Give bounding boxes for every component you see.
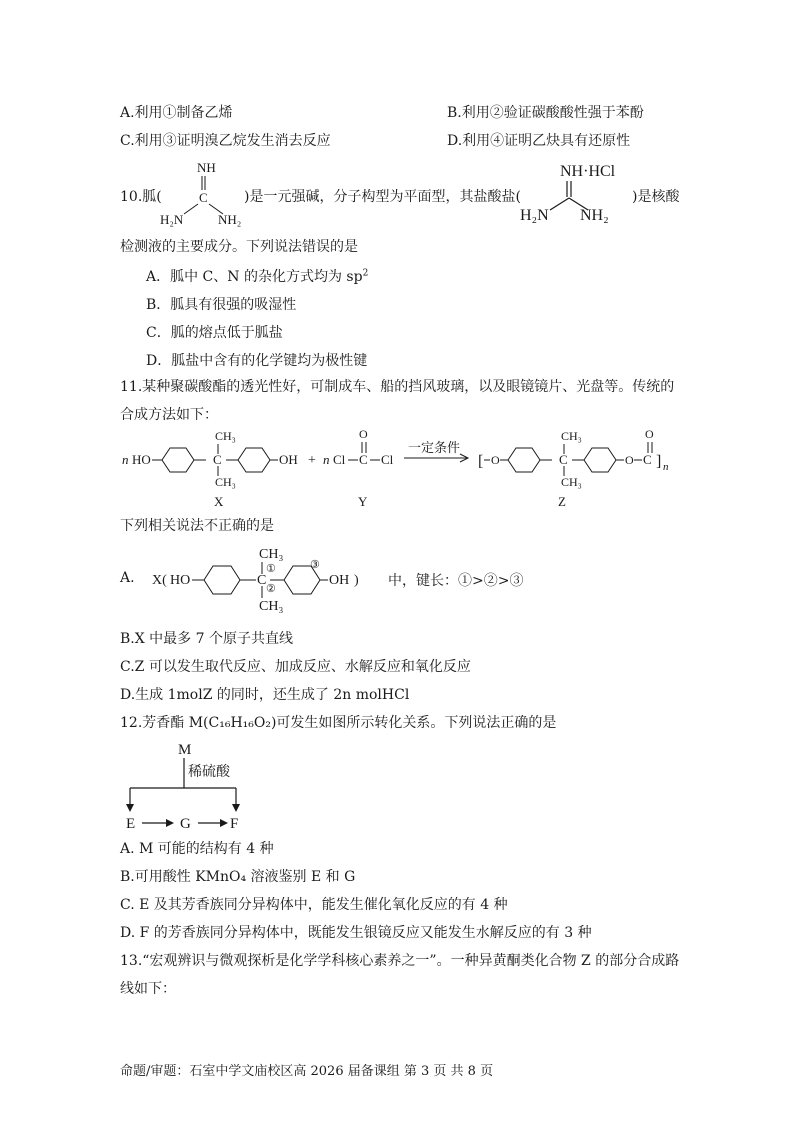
- q12-option-a: A. M 可能的结构有 4 种: [120, 841, 274, 857]
- salt-top-group: NH·HCl: [560, 163, 616, 180]
- struct-quaternary-c: C: [257, 573, 267, 588]
- y-cl-left: Cl: [333, 452, 346, 467]
- q11-question: 下列相关说法不正确的是: [120, 518, 274, 534]
- z-bracket-left: [: [478, 453, 484, 470]
- bisphenol-bond-length-structure: [150, 540, 370, 616]
- plus-sign: +: [308, 453, 316, 468]
- q9-option-a: A.利用①制备乙烯: [120, 105, 233, 121]
- guanidine-right-group: NH₂: [218, 212, 242, 227]
- ester-conversion-diagram: [120, 738, 260, 834]
- struct-suffix: ): [354, 573, 359, 588]
- q11-option-a-label: A.: [120, 570, 135, 586]
- salt-left-group: H₂N: [520, 207, 549, 224]
- x-benzene-ring-1: [162, 448, 194, 472]
- node-g: G: [180, 816, 191, 832]
- x-ch3-top: CH₃: [215, 429, 236, 443]
- q10-option-b: B．胍具有很强的吸湿性: [146, 297, 297, 313]
- guanidine-salt-structure: [520, 160, 630, 226]
- label-y: Y: [358, 494, 368, 509]
- q11-option-c: C.Z 可以发生取代反应、加成反应、水解反应和氧化反应: [120, 659, 471, 675]
- z-carbonyl-c: C: [643, 452, 652, 467]
- x-oh-group: OH: [279, 452, 298, 467]
- z-benzene-ring-1: [508, 448, 540, 472]
- q12-stem: 12.芳香酯 M(C₁₆H₁₆O₂)可发生如图所示转化关系。下列说法正确的是: [120, 715, 557, 731]
- q11-option-b: B.X 中最多 7 个原子共直线: [120, 631, 293, 647]
- struct-benzene-ring-1: [204, 566, 240, 594]
- label-x: X: [214, 494, 224, 509]
- y-cl-right: Cl: [381, 452, 394, 467]
- guanidine-structure: [160, 158, 250, 228]
- struct-prefix: X(: [152, 573, 167, 588]
- q10-option-c: C．胍的熔点低于胍盐: [146, 325, 283, 341]
- label-z: Z: [558, 494, 566, 509]
- x-ch3-bottom: CH₃: [215, 475, 236, 489]
- coef-n-y: n: [323, 452, 330, 467]
- y-carbonyl-c: C: [359, 452, 368, 467]
- q10-stem-lead: 10.胍(: [120, 189, 162, 205]
- node-e: E: [126, 816, 136, 832]
- struct-ho: HO: [170, 573, 191, 588]
- reagent-label: 稀硫酸: [188, 765, 230, 780]
- bond-marker-2: ②: [266, 583, 276, 595]
- guanidine-left-group: H₂N: [160, 212, 184, 227]
- bond-marker-3: ③: [310, 559, 320, 571]
- x-quaternary-c: C: [213, 452, 222, 467]
- guanidine-center-carbon: C: [199, 190, 208, 205]
- z-ch3-bottom: CH₃: [561, 475, 582, 489]
- node-f: F: [230, 816, 239, 832]
- q10-stem-line2: 检测液的主要成分。下列说法错误的是: [120, 239, 358, 255]
- q10-stem-end: )是核酸: [632, 189, 680, 205]
- q10-option-a: A．胍中 C、N 的杂化方式均为 $sp^2$: [146, 268, 369, 285]
- reaction-condition: 一定条件: [408, 440, 461, 455]
- q11-option-a-text: 中，键长：①>②>③: [388, 573, 524, 589]
- z-ch3-top: CH₃: [561, 429, 582, 443]
- salt-right-group: NH₂: [580, 207, 609, 224]
- q11-option-d: D.生成 1molZ 的同时，还生成了 2n molHCl: [120, 687, 410, 703]
- z-o-left: O: [491, 453, 500, 467]
- x-ho-group: HO: [132, 452, 151, 467]
- bond-marker-1: ①: [266, 563, 276, 575]
- q13-stem-line1: 13.“宏观辨识与微观探析是化学学科核心素养之一”。一种异黄酮类化合物 Z 的部分合成路: [120, 953, 680, 969]
- q12-option-b: B.可用酸性 KMnO₄ 溶液鉴别 E 和 G: [120, 869, 356, 885]
- q10-option-d: D．胍盐中含有的化学键均为极性键: [146, 353, 368, 369]
- q13-stem-line2: 线如下：: [120, 981, 176, 997]
- coef-n-x: n: [122, 452, 129, 467]
- z-benzene-ring-2: [584, 448, 616, 472]
- z-subscript-n: n: [663, 461, 669, 473]
- z-o-right: O: [625, 453, 634, 467]
- struct-ch3-bottom: CH₃: [259, 599, 284, 614]
- q10-stem-mid: )是一元强碱，分子构型为平面型，其盐酸盐(: [244, 189, 521, 205]
- polycarbonate-synthesis-equation: [118, 424, 690, 510]
- z-quaternary-c: C: [559, 452, 568, 467]
- q12-option-c: C. E 及其芳香族同分异构体中，能发生催化氧化反应的有 4 种: [120, 897, 508, 913]
- z-bracket-right: ]: [656, 453, 662, 470]
- q12-option-d: D. F 的芳香族同分异构体中，既能发生银镜反应又能发生水解反应的有 3 种: [120, 925, 592, 941]
- y-carbonyl-o: O: [359, 427, 368, 441]
- x-benzene-ring-2: [238, 448, 270, 472]
- q9-option-d: D.利用④证明乙炔具有还原性: [447, 133, 631, 149]
- q9-option-b: B.利用②验证碳酸酸性强于苯酚: [447, 105, 644, 121]
- guanidine-top-group: NH: [197, 160, 216, 175]
- struct-ch3-top: CH₃: [259, 547, 284, 562]
- q9-option-c: C.利用③证明溴乙烷发生消去反应: [120, 133, 331, 149]
- struct-oh: OH: [329, 573, 350, 588]
- q11-stem-line2: 合成方法如下：: [120, 407, 218, 423]
- z-carbonyl-o: O: [645, 427, 654, 441]
- q11-stem-line1: 11.某种聚碳酸酯的透光性好，可制成车、船的挡风玻璃，以及眼镜镜片、光盘等。传统的: [120, 379, 675, 395]
- node-m: M: [178, 742, 192, 758]
- page-footer: 命题/审题：石室中学文庙校区高 2026 届备课组 第 3 页 共 8 页: [120, 1064, 494, 1079]
